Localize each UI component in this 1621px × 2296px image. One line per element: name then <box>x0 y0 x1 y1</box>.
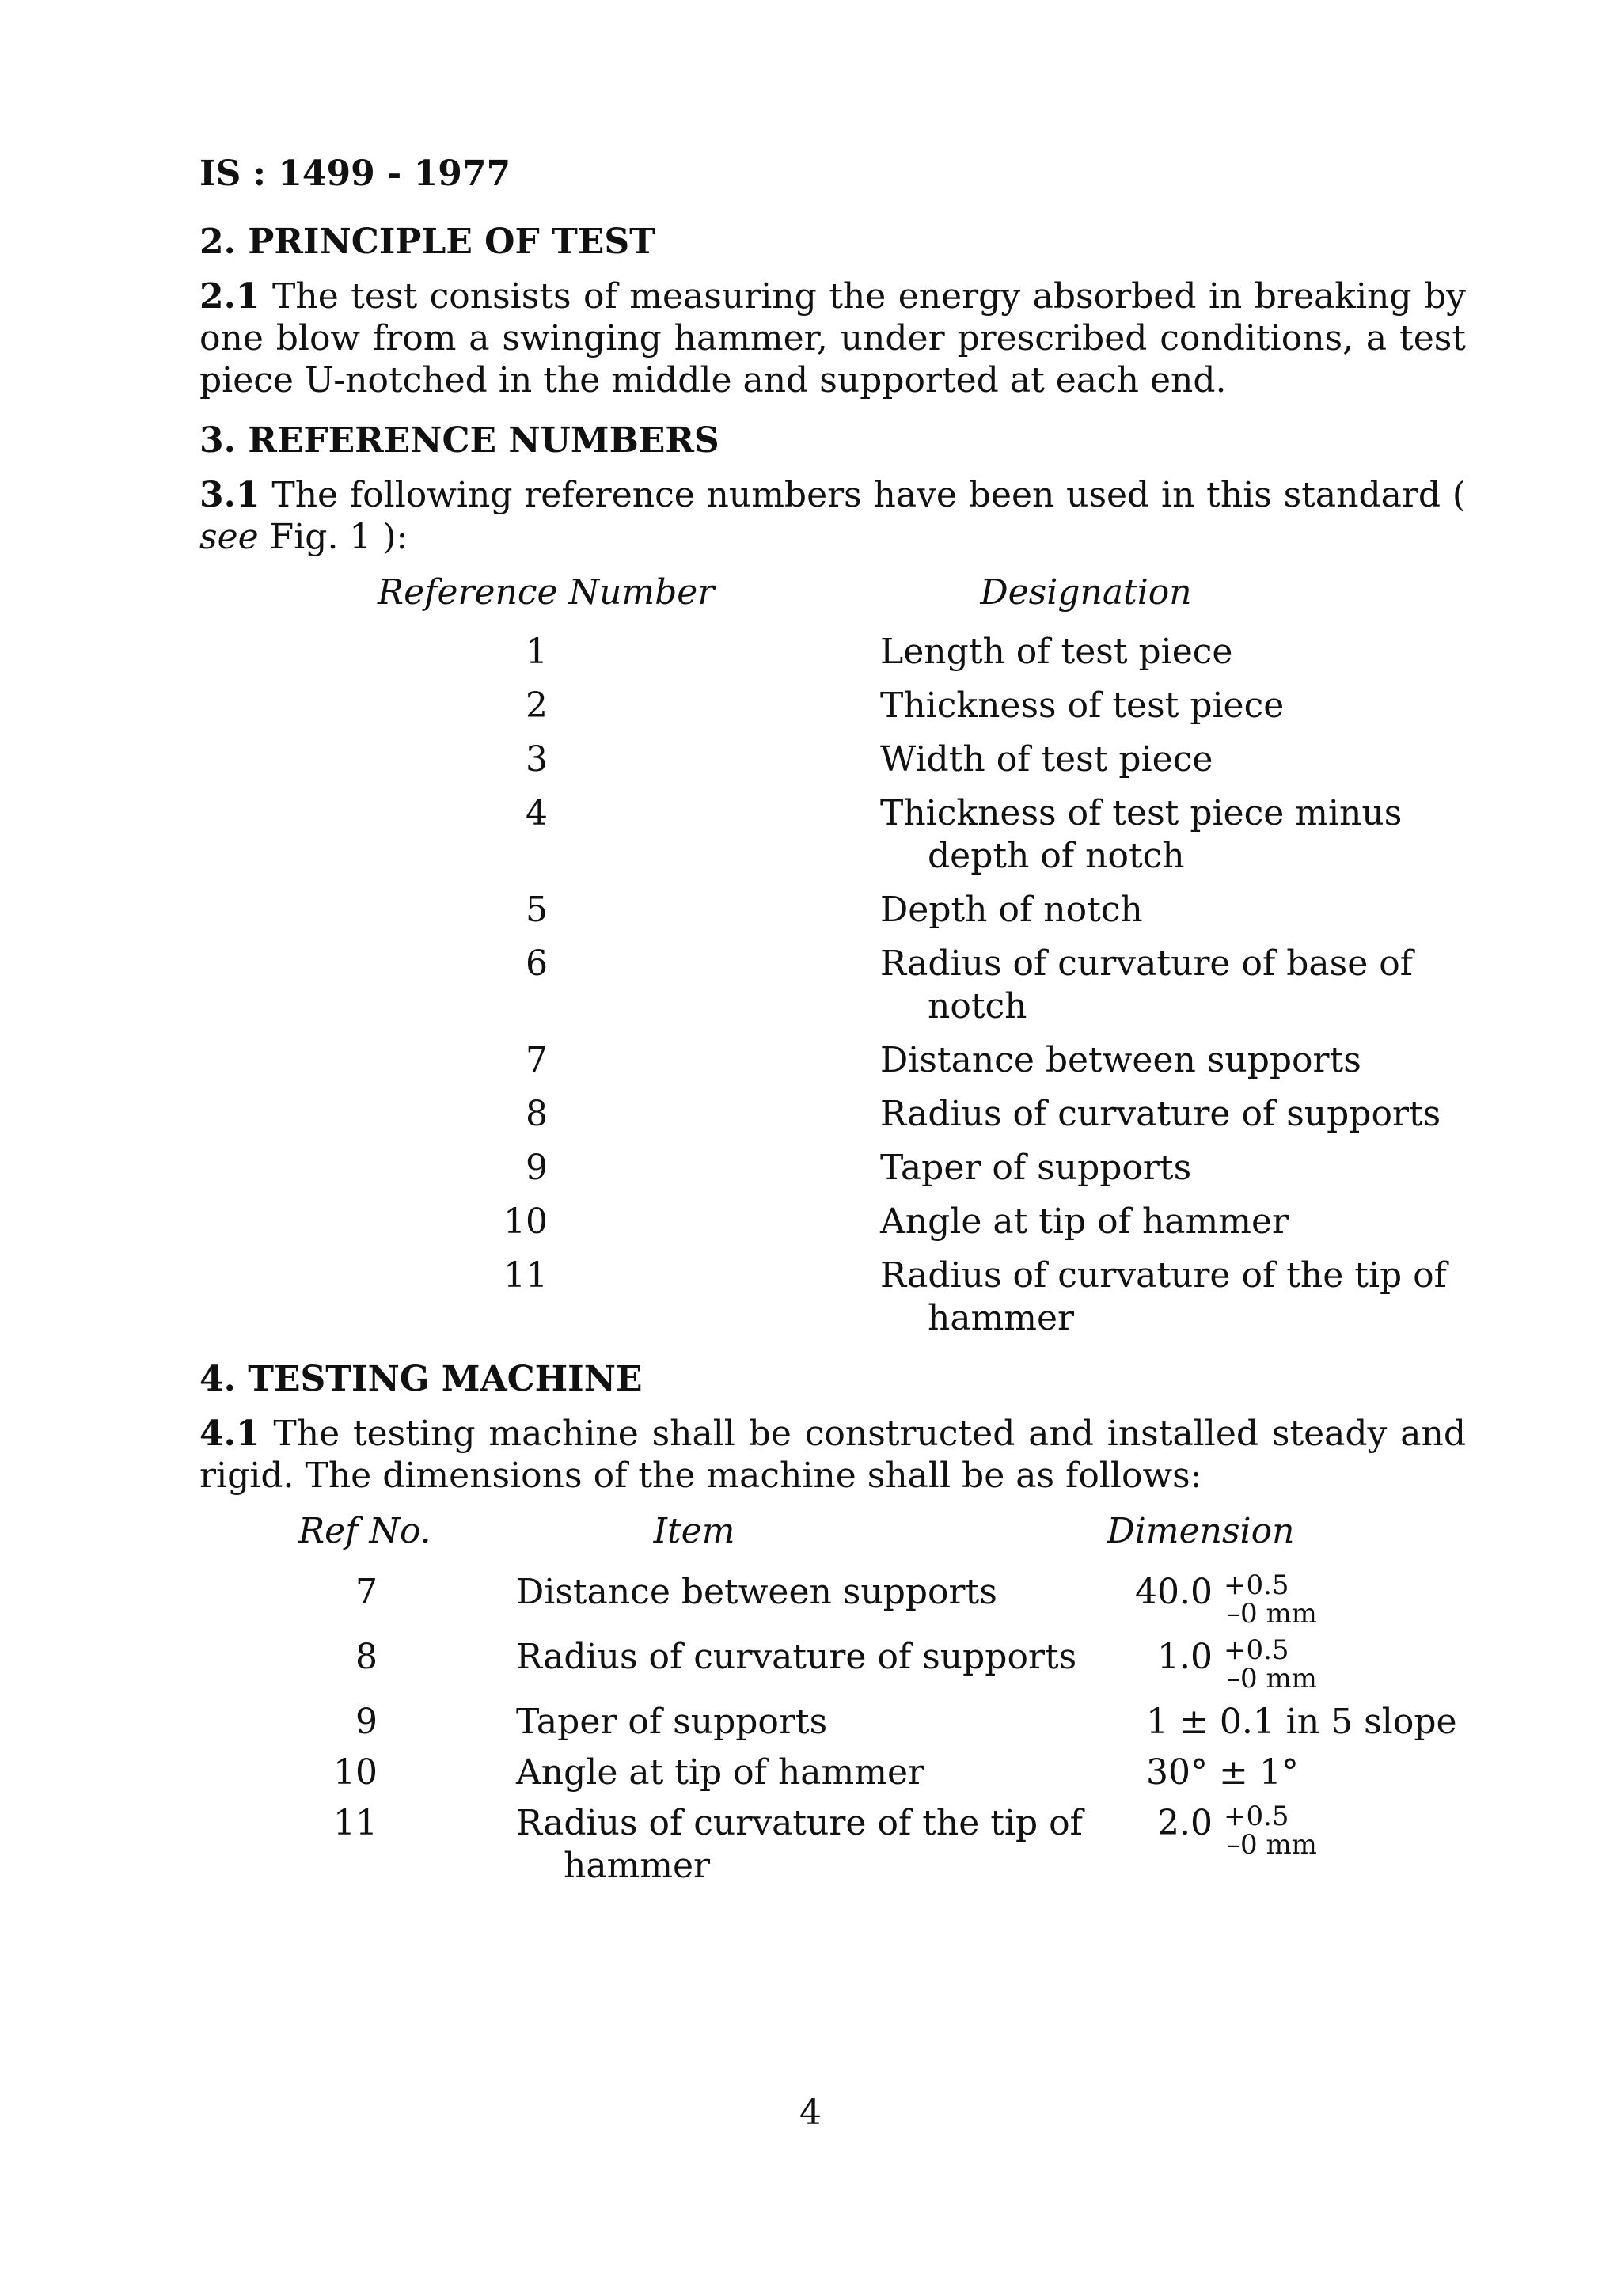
clause-3-1-text-end: Fig. 1 ): <box>269 517 408 557</box>
dimension-column-header: Dimension <box>1107 1511 1295 1551</box>
reference-number: 3 <box>526 739 548 780</box>
dimension-value <box>1118 1751 1466 1794</box>
table-row <box>199 738 1466 781</box>
reference-number: 7 <box>526 1040 548 1080</box>
table-row <box>199 1751 1466 1794</box>
item-name: Distance between supports <box>516 1572 997 1612</box>
dimension-value <box>1118 1802 1466 1888</box>
designation: Thickness of test piece minus depth of notch <box>880 793 1403 876</box>
designation: Thickness of test piece <box>880 685 1285 726</box>
tolerance-minus: –0 mm <box>1227 1663 1317 1694</box>
table-row <box>199 1039 1466 1082</box>
ref-number: 9 <box>355 1702 378 1742</box>
clause-3-1 <box>199 474 1466 558</box>
dimension-table <box>199 1571 1466 1888</box>
dimension-value <box>1118 1571 1466 1628</box>
section-2-heading: 2. PRINCIPLE OF TEST <box>199 222 655 262</box>
ref-number: 10 <box>333 1752 378 1793</box>
clause-3-1-see: see <box>199 517 259 557</box>
table-row <box>199 631 1466 674</box>
tolerance <box>1224 1636 1317 1693</box>
tolerance <box>1224 1802 1317 1859</box>
reference-number-column-header: Reference Number <box>378 572 715 613</box>
tolerance-plus: +0.5 <box>1224 1634 1289 1666</box>
reference-table-header <box>199 569 1466 620</box>
dimension-nominal: 30° ± 1° <box>1146 1752 1299 1793</box>
document-page <box>199 150 1466 1896</box>
item-name: Taper of supports <box>516 1702 828 1742</box>
item-name: Radius of curvature of the tip of hammer <box>516 1803 1083 1886</box>
dimension-value <box>1118 1636 1466 1693</box>
clause-3-1-text: The following reference numbers have been used in this standard ( <box>271 475 1466 515</box>
ref-number: 8 <box>355 1637 378 1677</box>
item-name: Radius of curvature of supports <box>516 1637 1077 1677</box>
designation: Taper of supports <box>880 1148 1192 1188</box>
reference-number: 8 <box>526 1094 548 1134</box>
clause-2-1 <box>199 275 1466 401</box>
reference-number: 9 <box>526 1148 548 1188</box>
designation: Radius of curvature of supports <box>880 1094 1441 1134</box>
clause-4-1-text: The testing machine shall be constructed and installed steady and rigid. The dimensions of the machine shall be as follows: <box>199 1414 1466 1496</box>
reference-number: 11 <box>503 1255 548 1296</box>
table-row <box>199 1802 1466 1888</box>
clause-3-1-number: 3.1 <box>199 475 260 515</box>
ref-no-column-header: Ref No. <box>298 1511 431 1551</box>
table-row <box>199 1147 1466 1190</box>
reference-number: 2 <box>526 685 548 726</box>
table-row <box>199 1571 1466 1628</box>
dimension-nominal: 40.0 <box>1135 1572 1213 1612</box>
clause-4-1 <box>199 1413 1466 1497</box>
page-number: 4 <box>799 2093 822 2133</box>
section-4-heading: 4. TESTING MACHINE <box>199 1359 643 1399</box>
clause-4-1-number: 4.1 <box>199 1414 260 1454</box>
dimension-nominal: 1.0 <box>1157 1637 1213 1677</box>
tolerance-plus: +0.5 <box>1224 1569 1289 1601</box>
designation: Depth of notch <box>880 890 1143 930</box>
table-row <box>199 1201 1466 1243</box>
designation: Radius of curvature of the tip of hammer <box>880 1255 1447 1338</box>
dimension-value <box>1118 1701 1466 1744</box>
dimension-table-header <box>199 1508 1466 1560</box>
clause-2-1-text: The test consists of measuring the energy absorbed in breaking by one blow from a swinging hammer, under prescribed conditions, a test piece U-notched in the middle and supported at each end. <box>199 276 1466 400</box>
designation: Distance between supports <box>880 1040 1361 1080</box>
table-row <box>199 1636 1466 1693</box>
item-name: Angle at tip of hammer <box>516 1752 925 1793</box>
ref-number: 11 <box>333 1803 378 1843</box>
designation: Angle at tip of hammer <box>880 1201 1289 1242</box>
table-row <box>199 685 1466 727</box>
reference-number: 10 <box>503 1201 548 1242</box>
reference-number: 6 <box>526 943 548 984</box>
item-column-header: Item <box>653 1511 735 1551</box>
tolerance <box>1224 1571 1317 1628</box>
reference-table <box>199 631 1466 1340</box>
table-row <box>199 1093 1466 1136</box>
table-row <box>199 889 1466 932</box>
reference-number: 5 <box>526 890 548 930</box>
designation: Radius of curvature of base of notch <box>880 943 1413 1027</box>
reference-number: 1 <box>526 632 548 672</box>
document-id: IS : 1499 - 1977 <box>199 154 511 194</box>
tolerance-plus: +0.5 <box>1224 1801 1289 1832</box>
tolerance-minus: –0 mm <box>1227 1598 1317 1630</box>
tolerance-minus: –0 mm <box>1227 1829 1317 1861</box>
designation: Width of test piece <box>880 739 1213 780</box>
dimension-nominal: 1 ± 0.1 in 5 slope <box>1146 1702 1457 1742</box>
table-row <box>199 792 1466 878</box>
table-row <box>199 1254 1466 1340</box>
dimension-nominal: 2.0 <box>1157 1803 1213 1843</box>
table-row <box>199 1701 1466 1744</box>
designation: Length of test piece <box>880 632 1233 672</box>
ref-number: 7 <box>355 1572 378 1612</box>
reference-number: 4 <box>526 793 548 833</box>
section-3-heading: 3. REFERENCE NUMBERS <box>199 420 719 461</box>
designation-column-header: Designation <box>980 572 1192 613</box>
table-row <box>199 943 1466 1028</box>
clause-2-1-number: 2.1 <box>199 276 260 317</box>
